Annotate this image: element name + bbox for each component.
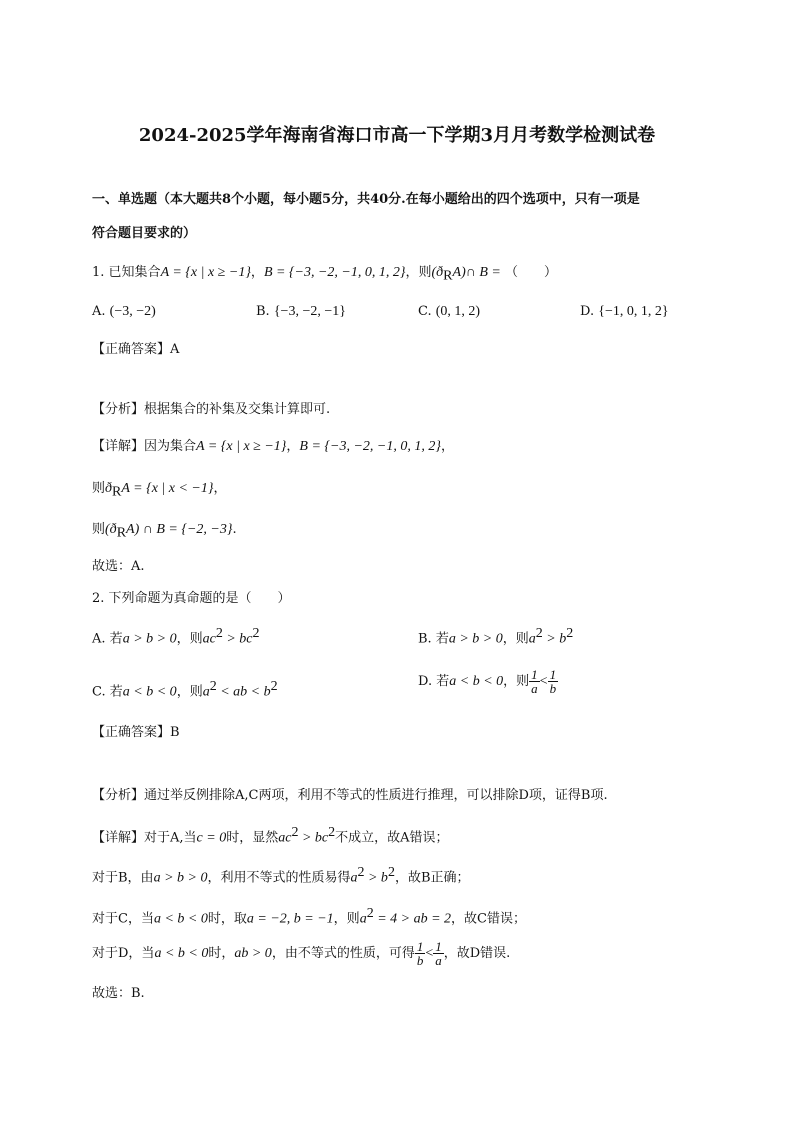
q1-option-d: D. {−1, 0, 1, 2} bbox=[580, 304, 669, 319]
q2-option-d: D. 若a < b < 0，则 $\frac{1}{a}$ < $\frac{1}{b}$ bbox=[418, 667, 557, 696]
q1-set-b: B = {−3, −2, −1, 0, 1, 2} bbox=[263, 265, 406, 280]
section-heading-line2: 符合题目要求的） bbox=[92, 226, 197, 241]
q1-step2: 则$(ð_RA)$ ∩ B = {−2, −3}. bbox=[92, 522, 237, 541]
q1-option-c: C. (0, 1, 2) bbox=[418, 304, 481, 319]
q1-stem: 1. 已知集合A = {x | x ≥ −1}，B = {−3, −2, −1, 0, 1, 2}，则$(ð_RA)\cap$ B = （ ） bbox=[92, 265, 557, 284]
fraction: $\frac{1}{a}$ bbox=[435, 939, 442, 968]
q1-detail: 【详解】因为集合A = {x | x ≥ −1}，B = {−3, −2, −1, 0, 1, 2}， bbox=[92, 439, 454, 454]
fraction: $\frac{1}{a}$ bbox=[531, 667, 538, 696]
q1-answer: 【正确答案】A bbox=[92, 342, 180, 357]
q1-step1: 则$ð_RA = \{x$ | x < −1}， bbox=[92, 481, 227, 500]
q1-analysis: 【分析】根据集合的补集及交集计算即可. bbox=[92, 402, 331, 417]
q2-detail-d: 对于D，当a < b < 0时，ab > 0，由不等式的性质，可得 $\frac{1}{b}$ < $\frac{1}{a}$ ，故D错误. bbox=[92, 939, 511, 968]
q2-detail-a: 【详解】对于A,当c = 0时，显然$ac^2 > bc^2$不成立，故A错误； bbox=[92, 825, 449, 846]
q2-option-c: C. 若a < b < 0，则$a^2$ < ab < $b^2$ bbox=[92, 679, 278, 700]
fraction: $\frac{1}{b}$ bbox=[416, 939, 424, 968]
q2-stem: 2. 下列命题为真命题的是（ ） bbox=[92, 591, 291, 606]
fraction: $\frac{1}{b}$ bbox=[549, 667, 557, 696]
q2-analysis: 【分析】通过举反例排除A,C两项，利用不等式的性质进行推理，可以排除D项，证得B项. bbox=[92, 788, 608, 803]
q2-option-a: A. 若a > b > 0，则$ac^2 > bc^2$ bbox=[92, 626, 260, 647]
q1-choose: 故选：A. bbox=[92, 559, 145, 574]
q1-lead: 已知集合 bbox=[108, 265, 161, 280]
q1-set-a: A = {x | x ≥ −1} bbox=[160, 265, 251, 280]
section-heading-line1: 一、单选题（本大题共8个小题，每小题5分，共40分.在每小题给出的四个选项中，只有一项是 bbox=[92, 192, 640, 207]
page-title: 2024-2025学年海南省海口市高一下学期3月月考数学检测试卷 bbox=[138, 125, 656, 146]
q2-option-b: B. 若a > b > 0，则$a^2 > b^2$ bbox=[418, 626, 574, 647]
q2-detail-c: 对于C，当a < b < 0时，取a = −2, b = −1，则$a^2 = 4$ > ab = 2，故C错误； bbox=[92, 906, 526, 927]
q2-detail-b: 对于B，由a > b > 0，利用不等式的性质易得$a^2 > b^2$，故B正确； bbox=[92, 865, 470, 886]
q1-option-b: B. {−3, −2, −1} bbox=[256, 304, 346, 319]
q1-paren: （ ） bbox=[504, 265, 557, 280]
q1-option-a: A. (−3, −2) bbox=[92, 304, 156, 319]
q2-choose: 故选：B. bbox=[92, 986, 145, 1001]
q2-answer: 【正确答案】B bbox=[92, 725, 180, 740]
q1-number: 1. bbox=[92, 265, 105, 280]
